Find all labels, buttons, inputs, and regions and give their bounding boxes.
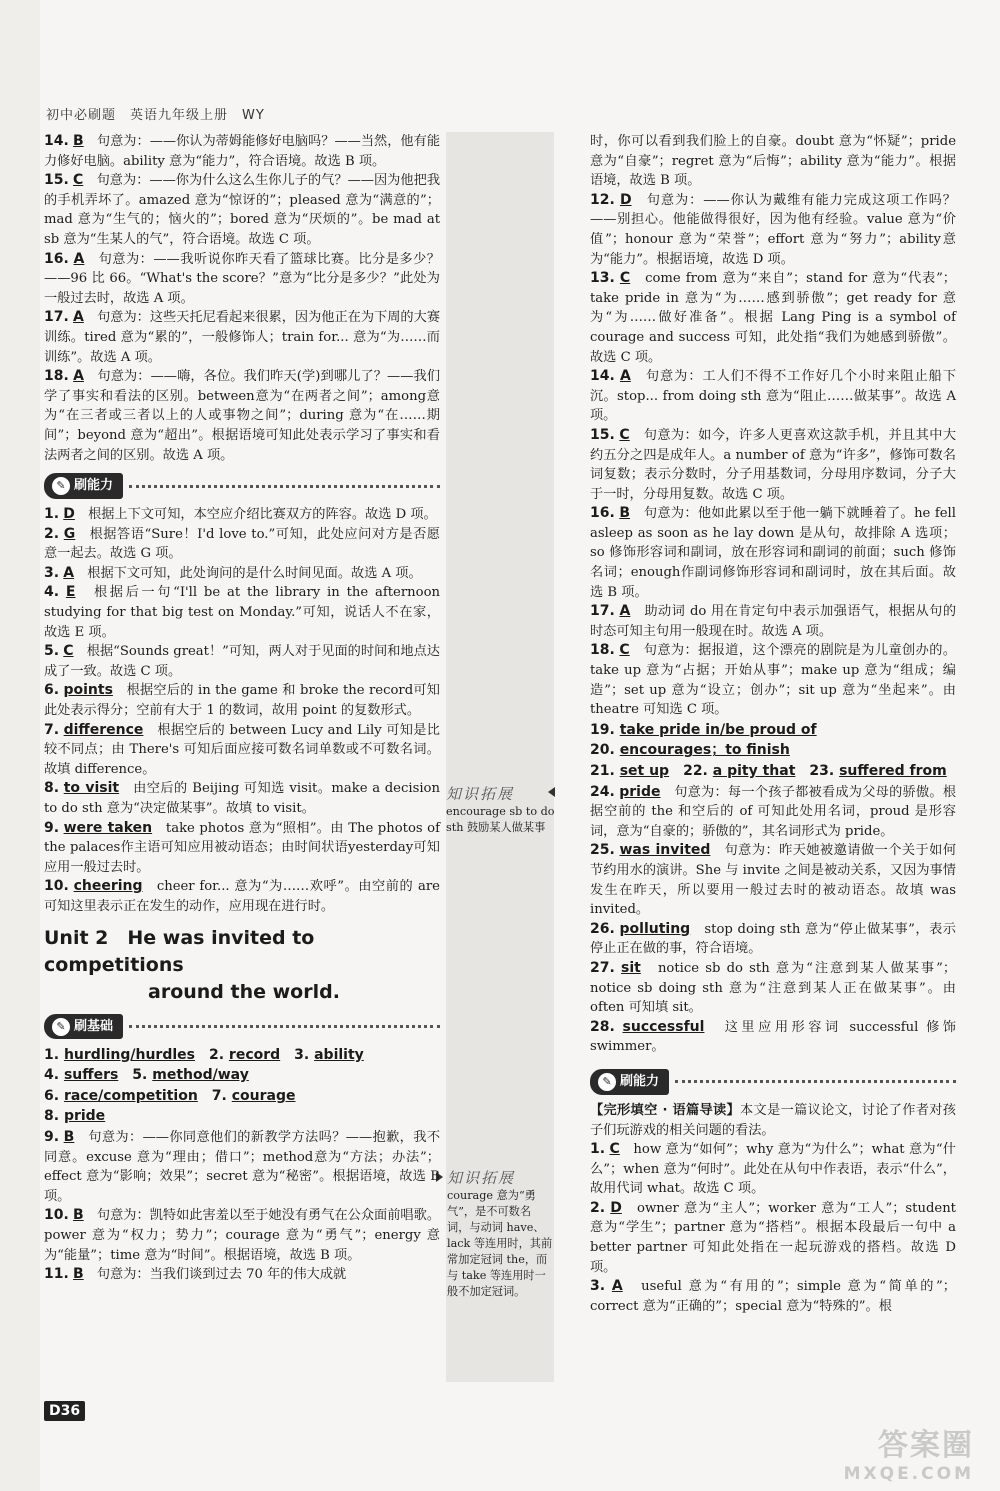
fill-line xyxy=(590,762,956,782)
item-answer: to visit xyxy=(63,780,120,797)
fill-number: 4. xyxy=(44,1067,64,1084)
item-answer: were taken xyxy=(63,819,153,836)
fill-answer: ability xyxy=(314,1046,364,1063)
item-number: 2. xyxy=(590,1199,606,1216)
item-explanation: come from 意为“来自”；stand for 意为“代表”；take pride in 意为“为……感到骄傲”；get ready for 意为“为……做好准备”。根据 Lang Ping is a symbol of courage and success 可知，此处指“我们为她感到骄傲”。故选 C 项。 xyxy=(590,271,956,365)
answer-list xyxy=(590,1140,956,1316)
answer-item xyxy=(590,504,956,602)
item-answer: D xyxy=(63,506,75,523)
answer-item xyxy=(44,250,440,309)
fill-answer: take pride in/be proud of xyxy=(619,721,817,738)
answer-list xyxy=(44,505,440,916)
item-answer: B xyxy=(73,1207,84,1224)
fill-answer: courage xyxy=(231,1087,296,1104)
item-answer: polluting xyxy=(619,920,691,937)
knowledge-note-1 xyxy=(446,786,556,836)
fill-number: 20. xyxy=(590,742,620,759)
fill-line xyxy=(44,1087,440,1107)
answer-list xyxy=(44,132,440,465)
item-number: 10. xyxy=(44,878,69,895)
watermark-logo: 答案圈 MXQE.COM xyxy=(843,1428,974,1484)
fill-answer: set up xyxy=(619,763,670,779)
item-number: 13. xyxy=(590,270,615,287)
answer-item xyxy=(44,308,440,367)
item-number: 3. xyxy=(44,564,60,581)
item-explanation: stop doing sth 意为“停止做某事”，表示停止正在做的事，符合语境。 xyxy=(590,921,956,957)
item-number: 17. xyxy=(44,309,69,326)
answer-item xyxy=(44,583,440,642)
dotted-rule xyxy=(129,1025,440,1028)
fill-answer: method/way xyxy=(152,1067,249,1084)
item-explanation: 句意为：如今，许多人更喜欢这款手机，并且其中大约五分之四是成年人。a number of 意为“许多”，修饰可数名词复数；表示分数时，分子用基数词，分母用序数词，分子大于一时，分母用复数。故选 C 项。 xyxy=(590,427,957,502)
pen-icon: ✎ xyxy=(52,1018,70,1036)
item-number: 6. xyxy=(44,682,60,699)
fill-number: 8. xyxy=(44,1108,64,1125)
item-number: 16. xyxy=(44,250,69,267)
answer-item xyxy=(44,779,440,818)
item-answer: points xyxy=(63,682,113,699)
item-answer: C xyxy=(609,1141,620,1158)
answer-item xyxy=(590,841,956,919)
item-explanation: 句意为：他如此累以至于他一躺下就睡着了。he fell asleep as soon as he lay down 是从句，故排除 A 选项；so 修饰形容词和副词，放在形容词和副词的前面；such 修饰名词；enough作副词修饰形容词和副词时，放在其后面。故选 B 项。 xyxy=(590,506,956,600)
item-explanation: 句意为：——我听说你昨天看了篮球比赛。比分是多少？——96 比 66。“What's the score？”意为“比分是多少？”此处为一般过去时，故选 A 项。 xyxy=(44,251,440,306)
answer-item xyxy=(590,1199,956,1277)
unit-title xyxy=(44,925,440,1006)
item-number: 9. xyxy=(44,1128,60,1145)
passage-lead xyxy=(590,1101,956,1140)
right-column xyxy=(590,132,956,1316)
item-answer: cheering xyxy=(73,878,143,895)
section-banner xyxy=(590,1069,956,1095)
unit-title-line: around the world. xyxy=(148,980,340,1003)
answer-item xyxy=(590,959,956,1018)
item-answer: B xyxy=(73,1266,84,1283)
fill-number: 19. xyxy=(590,721,620,738)
item-answer: D xyxy=(619,191,632,208)
item-explanation: 句意为：——你认为戴维有能力完成这项工作吗？——别担心。他能做得很好，因为他有经验。value 意为“价值”；honour 意为“荣誉”；effort 意为“努力”；ability意为“能力”。根据语境，故选 D 项。 xyxy=(590,192,956,267)
answer-item xyxy=(44,132,440,171)
item-answer: A xyxy=(63,564,75,581)
item-explanation: 根据上下文可知，本空应介绍比赛双方的阵容。故选 D 项。 xyxy=(88,507,437,523)
item-explanation: 句意为：——你同意他们的新教学方法吗？——抱歉，我不同意。excuse 意为“理由；借口”；method意为“方法；办法”；effect 意为“影响；效果”；secret 意为“秘密”。根据语境，故选 B 项。 xyxy=(44,1129,441,1204)
banner-tag: ✎ 刷能力 xyxy=(590,1069,669,1095)
dotted-rule xyxy=(675,1080,956,1083)
answer-item xyxy=(590,1277,956,1316)
item-answer: A xyxy=(73,368,84,385)
item-number: 14. xyxy=(590,368,615,385)
item-explanation: 由空后的 Beijing 可知选 visit。make a decision to do sth 意为“决定做某事”。故填 to visit。 xyxy=(44,781,440,816)
item-number: 27. xyxy=(590,959,615,976)
fill-answer: a pity that xyxy=(712,763,796,779)
fill-number: 2. xyxy=(194,1046,229,1063)
answer-item xyxy=(590,641,956,719)
fill-line xyxy=(590,721,956,741)
item-number: 15. xyxy=(44,172,69,189)
fill-answer: race/competition xyxy=(63,1087,198,1104)
item-number: 4. xyxy=(44,584,60,601)
item-answer: A xyxy=(73,309,84,326)
item-answer: was invited xyxy=(619,842,711,859)
fill-line xyxy=(44,1066,440,1086)
item-number: 1. xyxy=(590,1141,606,1158)
item-answer: G xyxy=(63,525,76,542)
fill-answer: suffers xyxy=(63,1067,119,1084)
lead-text: 本文是一篇议论文，讨论了作者对孩子们玩游戏的相关问题的看法。 xyxy=(590,1102,956,1138)
fill-answers xyxy=(590,721,956,782)
fill-answer: encourages；to finish xyxy=(619,742,790,759)
answer-item xyxy=(44,564,440,584)
pen-icon: ✎ xyxy=(52,477,70,495)
fill-number: 7. xyxy=(197,1087,232,1104)
item-number: 1. xyxy=(44,506,60,523)
fill-number: 3. xyxy=(280,1046,315,1063)
knowledge-note-2 xyxy=(447,1170,553,1300)
item-answer: B xyxy=(619,505,630,522)
item-explanation: 句意为：——你为什么这么生你儿子的气？——因为他把我的手机弄坏了。amazed 意为“惊讶的”；pleased 意为“满意的”；mad 意为“生气的；恼火的”；bored 意为“厌烦的”。be mad at sb 意为“生某人的气”，符合语境。故选 C 项。 xyxy=(44,173,441,247)
answer-item xyxy=(590,269,956,367)
item-explanation: owner 意为“主人”；worker 意为“工人”；student 意为“学生”；partner 意为“搭档”。根据本段最后一句中 a better partner 可知此处指在一起玩游戏的搭档。故选 D 项。 xyxy=(590,1200,956,1275)
fill-answers xyxy=(44,1046,440,1127)
item-explanation: 这里应用形容词 successful 修饰 swimmer。 xyxy=(590,1019,956,1055)
item-answer: B xyxy=(73,133,84,149)
fill-number: 23. xyxy=(795,763,840,779)
item-explanation: 句意为：凯特如此害羞以至于她没有勇气在公众面前唱歌。power 意为“权力；势力”；courage 意为“勇气”；energy 意为“能量”；time 意为“时间”。根据语境，故选 B 项。 xyxy=(44,1208,441,1263)
answer-item xyxy=(44,642,440,681)
item-explanation: useful 意为“有用的”；simple 意为“简单的”；correct 意为“正确的”；special 意为“特殊的”。根 xyxy=(590,1279,956,1314)
item-explanation: 句意为：工人们不得不工作好几个小时来阻止船下沉。stop... from doing sth 意为“阻止……做某事”。故选 A 项。 xyxy=(590,369,957,424)
unit-title-line: Unit 2 He was invited to competitions xyxy=(44,926,315,976)
pen-icon: ✎ xyxy=(598,1073,616,1091)
page-number: D36 xyxy=(44,1401,85,1421)
item-number: 15. xyxy=(590,426,615,443)
fill-number: 21. xyxy=(590,763,620,779)
fill-number: 6. xyxy=(44,1087,64,1104)
item-explanation: take photos 意为“照相”。由 The photos of the palaces作主语可知应用被动语态；由时间状语yesterday可知应用一般过去时。 xyxy=(44,820,441,875)
fill-number: 22. xyxy=(669,763,713,779)
section-banner xyxy=(44,473,440,499)
item-number: 2. xyxy=(44,525,60,542)
item-number: 10. xyxy=(44,1207,69,1224)
item-number: 16. xyxy=(590,505,615,522)
item-explanation: 根据下文可知，此处询问的是什么时间见面。故选 A 项。 xyxy=(87,565,422,581)
note-title: 知识拓展 xyxy=(446,785,515,803)
item-number: 28. xyxy=(590,1018,615,1035)
item-answer: A xyxy=(611,1278,623,1295)
answer-list xyxy=(590,191,956,720)
note-text: encourage sb to do sth 鼓励某人做某事 xyxy=(446,805,555,834)
item-explanation: 句意为：每一个孩子都被看成为父母的骄傲。根据空前的 the 和空后的 of 可知此处用名词，proud 是形容词，意为“自豪的；骄傲的”，其名词形式为 pride。 xyxy=(590,784,957,839)
item-answer: successful xyxy=(622,1018,705,1035)
answer-item xyxy=(44,505,440,525)
answer-list xyxy=(44,1128,440,1285)
item-explanation: 根据空后的 between Lucy and Lily 可知是比较不同点；由 There's 可知后面应接可数名词单数或不可数名词。故填 difference。 xyxy=(44,722,440,777)
item-number: 9. xyxy=(44,819,60,836)
item-number: 26. xyxy=(590,920,615,937)
page-edge xyxy=(0,0,40,1491)
answer-item xyxy=(44,877,440,916)
item-explanation: 句意为：当我们谈到过去 70 年的伟大成就 xyxy=(96,1267,347,1283)
item-number: 25. xyxy=(590,842,615,859)
item-answer: C xyxy=(73,172,84,189)
item-answer: E xyxy=(65,584,76,601)
item-number: 5. xyxy=(44,643,60,660)
item-explanation: cheer for... 意为“为……欢呼”。由空前的 are 可知这里表示正在发生的动作，应用现在进行时。 xyxy=(44,879,440,914)
lead-tag: 【完形填空 · 语篇导读】 xyxy=(590,1102,741,1118)
item-answer: difference xyxy=(63,721,144,738)
item-answer: C xyxy=(619,426,630,443)
item-explanation: how 意为“如何”；why 意为“为什么”；what 意为“什么”；when 意为“何时”。此处在从句中作表语，表示“什么”，故用代词 what。故选 C 项。 xyxy=(590,1142,956,1197)
item-number: 14. xyxy=(44,133,69,149)
running-header: 初中必刷题 英语九年级上册 WY xyxy=(46,108,265,123)
answer-item xyxy=(44,721,440,780)
item-explanation: 句意为：——嗨，各位。我们昨天(学)到哪儿了？——我们学了事实和看法的区别。between意为“在两者之间”；among意为“在三者或三者以上的人或事物之间”；during 意为“在……期间”；beyond 意为“超出”。根据语境可知此处表示学习了事实和看法两者之间的区别。故选 A 项。 xyxy=(44,369,441,463)
item-answer: C xyxy=(619,270,631,287)
section-banner xyxy=(44,1014,440,1040)
answer-item xyxy=(44,367,440,465)
fill-line xyxy=(44,1046,440,1066)
banner-tag: ✎ 刷基础 xyxy=(44,1014,123,1040)
item-answer: sit xyxy=(620,959,641,976)
item-answer: C xyxy=(63,643,74,660)
continued-text: 时，你可以看到我们脸上的自豪。doubt 意为“怀疑”；pride 意为“自豪”；regret 意为“后悔”；ability 意为“能力”。根据语境，故选 B 项。 xyxy=(590,134,956,189)
item-number: 24. xyxy=(590,783,615,800)
answer-item xyxy=(590,920,956,959)
answer-item xyxy=(590,1140,956,1199)
banner-tag: ✎ 刷能力 xyxy=(44,473,123,499)
fill-number: 1. xyxy=(44,1046,64,1063)
item-number: 8. xyxy=(44,780,60,797)
item-explanation: 句意为：——你认为蒂姆能修好电脑吗？——当然，他有能力修好电脑。ability 意为“能力”，符合语境。故选 B 项。 xyxy=(44,134,441,169)
item-answer: A xyxy=(73,250,85,267)
item-explanation: 根据“Sounds great！”可知，两人对于见面的时间和地点达成了一致。故选 C 项。 xyxy=(44,644,440,679)
answer-list xyxy=(590,783,956,1057)
item-number: 18. xyxy=(44,368,69,385)
answer-item xyxy=(44,819,440,878)
item-number: 11. xyxy=(44,1266,69,1283)
item-explanation: 句意为：据报道，这个漂亮的剧院是为儿童创办的。take up 意为“占据；开始从事”；make up 意为“组成；编造”；set up 意为“设立；创办”；sit up 意为“坐起来”。由 theatre 可知选 C 项。 xyxy=(590,643,957,718)
dotted-rule xyxy=(129,485,440,488)
answer-item xyxy=(590,602,956,641)
item-explanation: 根据后一句“I'll be at the library in the afternoon studying for that big test on Monday.”可知，说话人不在家，故选 E 项。 xyxy=(44,585,441,640)
item-explanation: 句意为：这些天托尼看起来很累，因为他正在为下周的大赛训练。tired 意为“累的”，一般修饰人；train for... 意为“为……而训练”。故选 A 项。 xyxy=(44,310,441,365)
note-text: courage 意为“勇气”，是不可数名词，与动词 have、lack 等连用时，其前常加定冠词 the，而与 take 等连用时一般不加定冠词。 xyxy=(447,1189,553,1298)
item-answer: C xyxy=(619,642,630,659)
answer-item xyxy=(44,681,440,720)
item-number: 18. xyxy=(590,642,615,659)
item-answer: pride xyxy=(619,783,661,800)
answer-item xyxy=(44,1265,440,1285)
item-explanation: 助动词 do 用在肯定句中表示加强语气，根据从句的时态可知主句用一般现在时。故选 A 项。 xyxy=(590,604,957,639)
left-column xyxy=(44,132,440,1285)
item-explanation: 根据空后的 in the game 和 broke the record可知此处表示得分；空前有大于 1 的数词，故用 point 的复数形式。 xyxy=(44,683,440,719)
note-title: 知识拓展 xyxy=(447,1169,516,1187)
item-number: 3. xyxy=(590,1278,606,1295)
fill-answer: hurdling/hurdles xyxy=(63,1046,195,1063)
item-answer: A xyxy=(619,603,631,620)
fill-number: 5. xyxy=(118,1067,153,1084)
answer-item xyxy=(590,1018,956,1057)
item-answer: B xyxy=(63,1128,75,1145)
answer-item xyxy=(590,367,956,426)
item-number: 12. xyxy=(590,191,615,208)
item-answer: D xyxy=(610,1199,622,1216)
fill-answer: suffered from xyxy=(839,763,947,779)
answer-item xyxy=(44,171,440,249)
answer-item xyxy=(590,426,956,504)
item-number: 7. xyxy=(44,721,60,738)
fill-answer: pride xyxy=(63,1108,106,1125)
item-explanation: 根据答语“Sure！I'd love to.”可知，此处应问对方是否愿意一起去。故选 G 项。 xyxy=(44,526,440,562)
answer-item xyxy=(44,1206,440,1265)
fill-line xyxy=(590,741,956,761)
answer-item xyxy=(44,1128,440,1206)
item-explanation: notice sb do sth 意为“注意到某人做某事”；notice sb doing sth 意为“注意到某人正在做某事”。由 often 可知填 sit。 xyxy=(590,960,957,1016)
answer-item xyxy=(590,783,956,842)
item-answer: A xyxy=(619,368,631,385)
fill-line xyxy=(44,1107,440,1127)
item-number: 17. xyxy=(590,603,615,620)
fill-answer: record xyxy=(228,1046,281,1063)
item-explanation: 句意为：昨天她被邀请做一个关于如何节约用水的演讲。She 与 invite 之间是被动关系，又因为事情发生在昨天，所以要用一般过去时的被动语态。故填 was invited。 xyxy=(590,843,957,918)
answer-item xyxy=(44,525,440,564)
answer-item xyxy=(590,191,956,269)
